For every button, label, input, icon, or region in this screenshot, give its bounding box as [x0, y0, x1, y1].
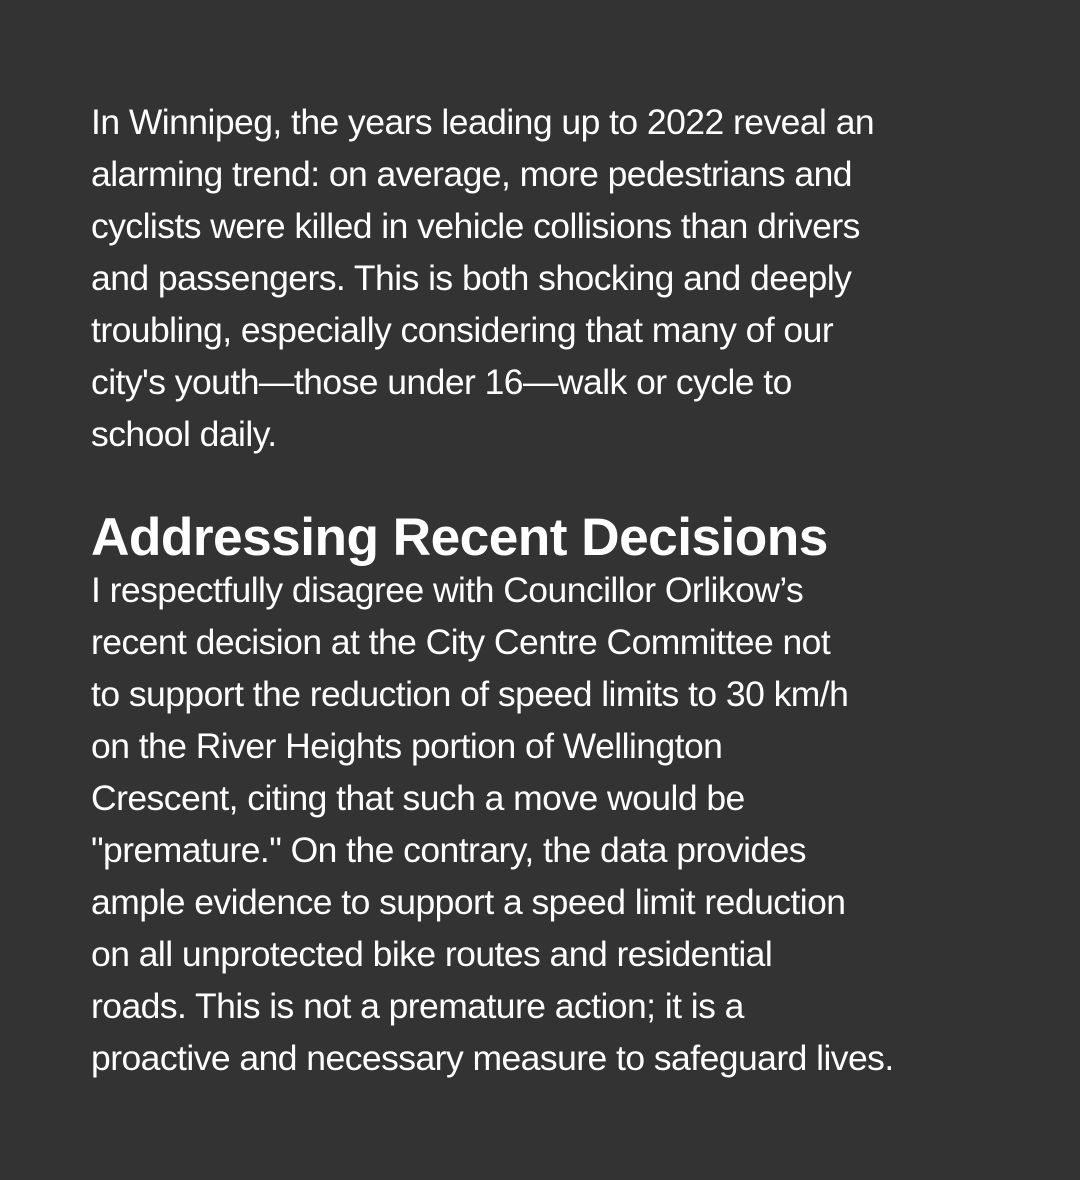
- paragraph-spacer: [91, 460, 1020, 512]
- intro-paragraph: In Winnipeg, the years leading up to 2022 reveal an alarming trend: on average, more pedestrians and cyclists were killed in vehicle collisions than drivers and passengers. This is both shocking and deeply troubling, especially considering that many of our city's youth—those under 16—walk or cycle to school daily.: [91, 102, 875, 454]
- section-heading: Addressing Recent Decisions: [91, 508, 828, 567]
- body-paragraph: I respectfully disagree with Councillor Orlikow’s recent decision at the City Centre Committee not to support the reduction of speed limits to 30 km/h on the River Heights portion of Wellington Crescent, citing that such a move would be "premature." On the contrary, the data provides ample evidence to support a speed limit reduction on all unprotected bike routes and residential roads. This is not a premature action; it is a proactive and necessary measure to safeguard lives.: [91, 570, 894, 1078]
